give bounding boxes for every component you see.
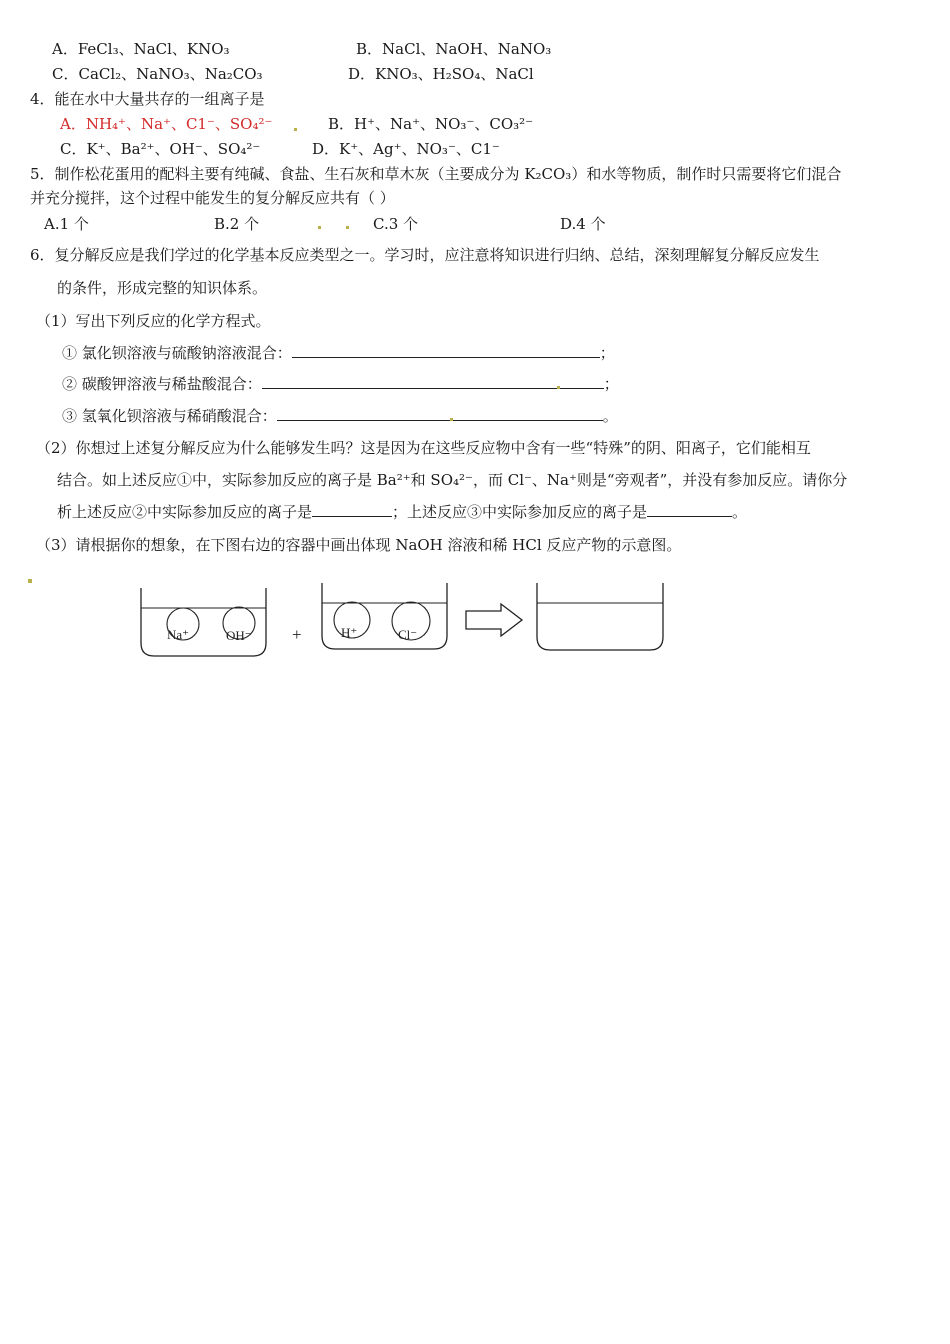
q6-reaction-2-label: ② 碳酸钾溶液与稀盐酸混合： [62,375,262,393]
ion-label-oh: OH⁻ [226,628,252,643]
q5-option-c: C.3 个 [373,215,419,233]
q6-stem-line1: 6．复分解反应是我们学过的化学基本反应类型之一。学习时，应注意将知识进行归纳、总结，深刻理解复分解反应发生 [30,246,820,264]
q6-part3: （3）请根据你的想象，在下图右边的容器中画出体现 NaOH 溶液和稀 HCl 反应产物的示意图。 [36,536,682,554]
q6-stem-line2: 的条件，形成完整的知识体系。 [57,279,268,297]
q3-option-d: D．KNO₃、H₂SO₄、NaCl [348,65,534,83]
q5-option-a: A.1 个 [44,215,89,233]
q4-stem: 4．能在水中大量共存的一组离子是 [30,90,265,108]
q4-option-d: D．K⁺、Ag⁺、NO₃⁻、C1⁻ [312,140,500,158]
q3-option-c: C．CaCl₂、NaNO₃、Na₂CO₃ [52,65,263,83]
arrow-right-icon [466,604,522,636]
q6-part2-line3-a: 析上述反应②中实际参加反应的离子是 [57,503,313,521]
q4-option-c: C．K⁺、Ba²⁺、OH⁻、SO₄²⁻ [60,140,261,158]
q5-option-b: B.2 个 [214,215,260,233]
q3-option-a: A．FeCl₃、NaCl、KNO₃ [52,40,230,58]
ion-label-cl: Cl⁻ [398,627,418,642]
beaker-1 [141,588,266,656]
q3-option-b: B．NaCl、NaOH、NaNO₃ [356,40,552,58]
q4-option-b: B．H⁺、Na⁺、NO₃⁻、CO₃²⁻ [328,115,534,133]
semicolon: ； [599,344,615,362]
beaker-3-answer-area[interactable] [537,583,663,650]
period: 。 [602,407,618,425]
ion-label-h: H⁺ [341,625,358,640]
ion-label-na: Na⁺ [167,627,190,642]
q4-option-a: A．NH₄⁺、Na⁺、C1⁻、SO₄²⁻ [60,115,273,133]
q6-part1-title: （1）写出下列反应的化学方程式。 [36,312,271,330]
q6-part2-line1: （2）你想过上述复分解反应为什么能够发生吗？这是因为在这些反应物中含有一些“特殊”的阴、阳离子，它们能相互 [36,439,811,457]
period: 。 [732,503,748,521]
q6-part2-line3-b: ；上述反应③中实际参加反应的离子是 [392,503,648,521]
q6-reaction-3-label: ③ 氢氧化钡溶液与稀硝酸混合： [62,407,277,425]
q5-option-d: D.4 个 [560,215,606,233]
q5-stem-line2: 并充分搅拌，这个过程中能发生的复分解反应共有（ ） [30,189,395,207]
q6-part2-line2: 结合。如上述反应①中，实际参加反应的离子是 Ba²⁺和 SO₄²⁻，而 Cl⁻、Na⁺则是“旁观者”，并没有参加反应。请你分 [57,471,848,489]
plus-sign: + [292,625,302,644]
semicolon: ； [603,375,619,393]
q5-stem-line1: 5．制作松花蛋用的配料主要有纯碱、食盐、生石灰和草木灰（主要成分为 K₂CO₃）和水等物质，制作时只需要将它们混合 [30,165,842,183]
q6-reaction-1-label: ① 氯化钡溶液与硫酸钠溶液混合： [62,344,292,362]
